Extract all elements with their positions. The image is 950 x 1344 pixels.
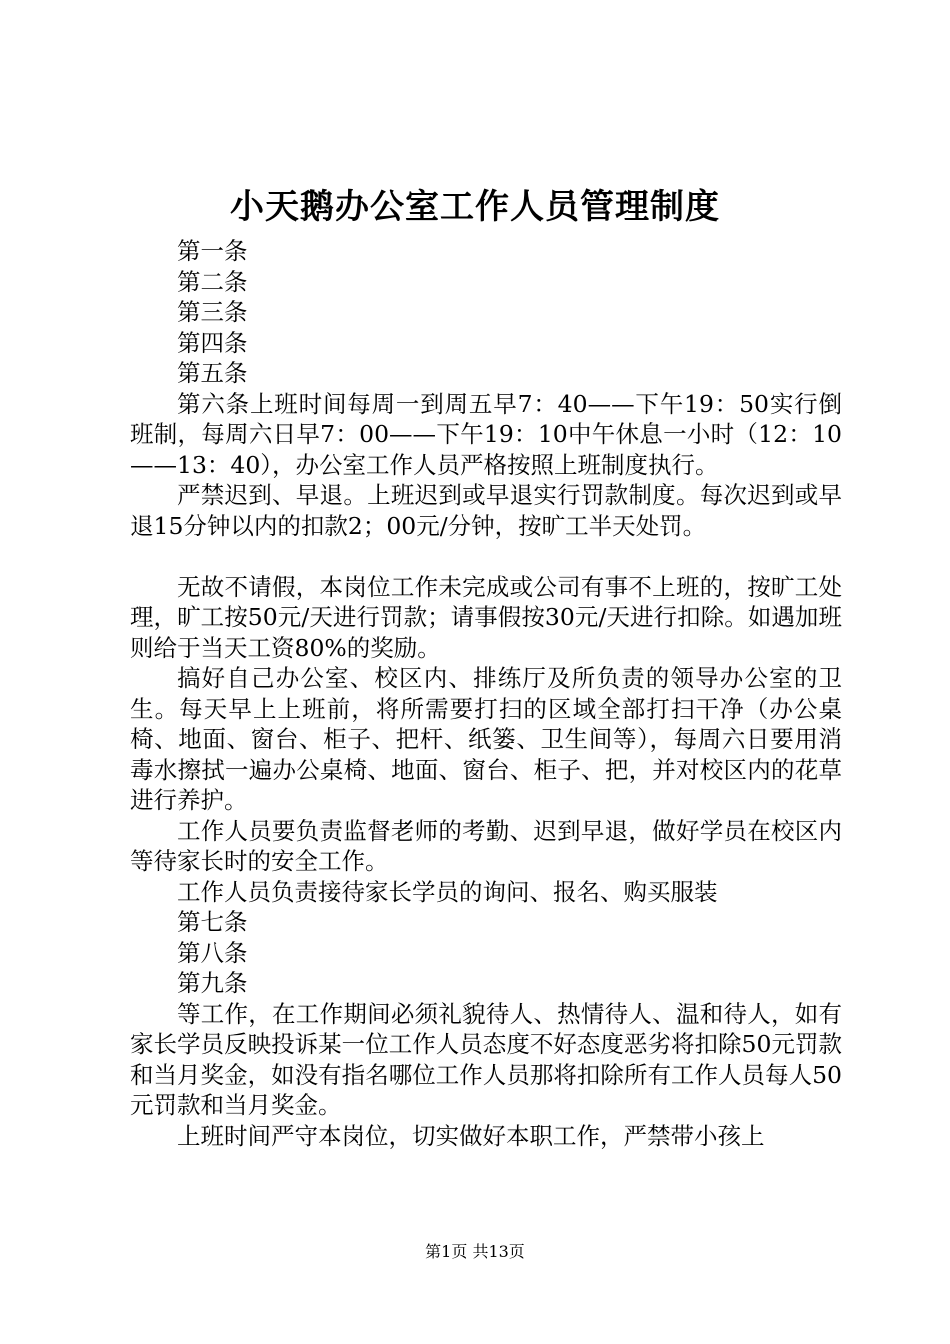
- paragraph-gap: [130, 541, 842, 572]
- supervision-rule: 工作人员要负责监督老师的考勤、迟到早退，做好学员在校区内等待家长时的安全工作。: [130, 816, 842, 875]
- page-indicator: 第1页 共13页: [425, 1242, 525, 1261]
- document-title: 小天鹅办公室工作人员管理制度: [230, 187, 720, 227]
- cleaning-rule: 搞好自己办公室、校区内、排练厅及所负责的领导办公室的卫生。每天早上上班前，将所需要打扫的区域全部打扫干净（办公桌椅、地面、窗台、柜子、把杆、纸篓、卫生间等），每周六日要用消毒水擦拭一遍办公桌椅、地面、窗台、柜子、把，并对校区内的花草进行养护。: [130, 664, 842, 814]
- article-9: 第九条: [177, 969, 248, 997]
- document-body: [130, 236, 842, 1151]
- article-5: 第五条: [177, 359, 248, 387]
- article-3: 第三条: [177, 298, 248, 326]
- lateness-rule: 严禁迟到、早退。上班迟到或早退实行罚款制度。每次迟到或早退15分钟以内的扣款2；00元/分钟，按旷工半天处罚。: [130, 481, 842, 540]
- article-6-work-hours: 第六条上班时间每周一到周五早7：40——下午19：50实行倒班制，每周六日早7：00——下午19：10中午休息一小时（12：10——13：40），办公室工作人员严格按照上班制度执行。: [130, 389, 842, 479]
- absence-rule: 无故不请假，本岗位工作未完成或公司有事不上班的，按旷工处理，旷工按50元/天进行罚款；请事假按30元/天进行扣除。如遇加班则给于当天工资80%的奖励。: [130, 572, 842, 662]
- reception-rule: 工作人员负责接待家长学员的询问、报名、购买服装: [177, 877, 718, 906]
- article-2: 第二条: [177, 267, 248, 296]
- courtesy-rule: 等工作，在工作期间必须礼貌待人、热情待人、温和待人，如有家长学员反映投诉某一位工作人员态度不好态度恶劣将扣除50元罚款和当月奖金，如没有指名哪位工作人员那将扣除所有工作人员每人50元罚款和当月奖金。: [130, 999, 842, 1119]
- article-4: 第四条: [177, 328, 248, 357]
- article-8: 第八条: [177, 938, 248, 967]
- article-7: 第七条: [177, 908, 248, 936]
- article-1: 第一条: [177, 237, 248, 265]
- post-duty-rule: 上班时间严守本岗位，切实做好本职工作，严禁带小孩上: [177, 1121, 765, 1150]
